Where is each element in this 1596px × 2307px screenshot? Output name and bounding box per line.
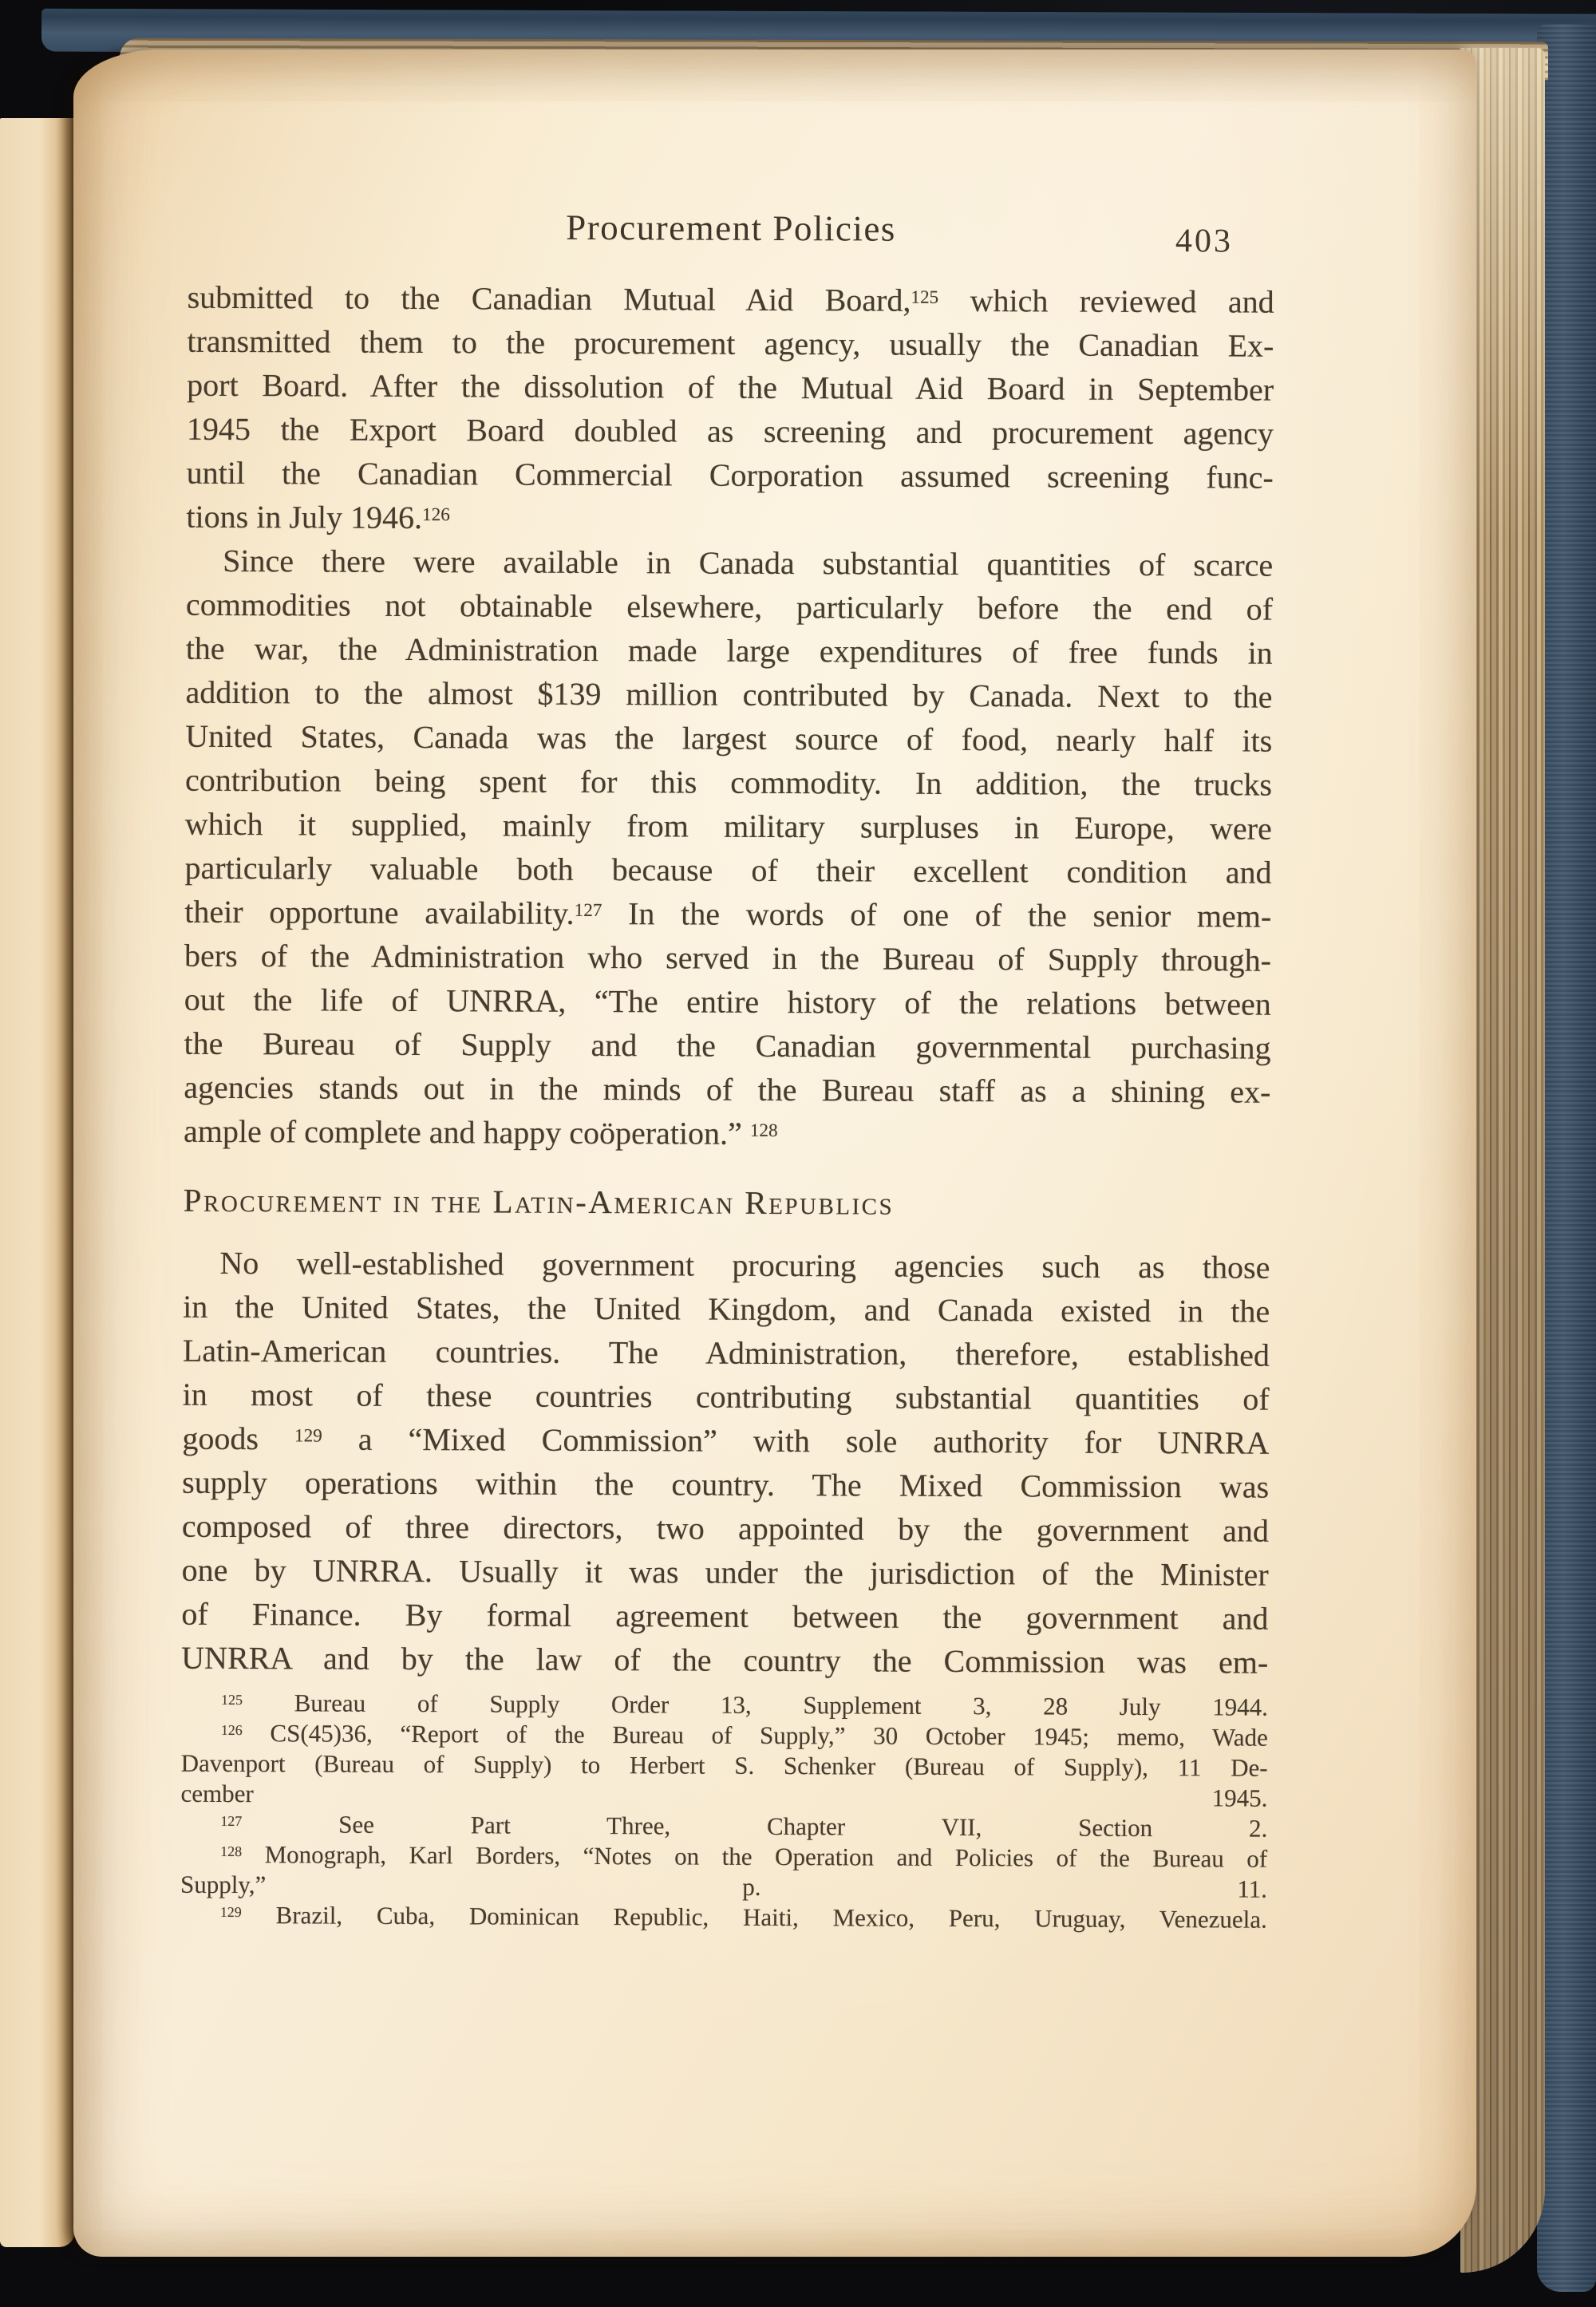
- running-header: Procurement Policies: [566, 207, 896, 249]
- footnote-line: [181, 1688, 1268, 1723]
- footnote-reference-125: 125: [911, 286, 939, 308]
- book-cover-right-board: [1537, 24, 1596, 2292]
- text-line: 1945 the Export Board doubled as screening and procurement agency: [186, 410, 1274, 452]
- text-line: [184, 890, 1271, 938]
- footnote-line: cember 1945.: [180, 1779, 1268, 1812]
- text-segment: their opportune availability.: [184, 893, 575, 931]
- footnote-number-129: 129: [219, 1903, 242, 1921]
- text-line: contribution being spent for this commodity. In addition, the trucks: [184, 761, 1273, 803]
- text-line: the war, the Administration made large expenditures of free funds in: [185, 630, 1273, 671]
- footnote-number-125: 125: [220, 1691, 243, 1709]
- text-segment: Brazil, Cuba, Dominican Republic, Haiti, Mexico, Peru, Uruguay, Venezuela.: [241, 1901, 1267, 1934]
- text-segment: See Part Three, Chapter VII, Section 2.: [242, 1810, 1268, 1843]
- text-line: [188, 275, 1274, 324]
- text-line: United States, Canada was the largest source of food, nearly half its: [185, 717, 1273, 759]
- text-segment: tions in July 1946.: [186, 498, 423, 536]
- text-segment: Bureau of Supply Order 13, Supplement 3, 28 July 1944.: [242, 1689, 1269, 1721]
- footnote-number-127: 127: [220, 1812, 243, 1830]
- text-segment: submitted to the Canadian Mutual Aid Board,: [187, 278, 911, 318]
- text-line: [184, 1109, 1270, 1158]
- text-line: transmitted them to the procurement agency, usually the Canadian Ex-: [187, 322, 1274, 364]
- text-line: [182, 1416, 1269, 1465]
- text-line: of Finance. By formal agreement between the government and: [181, 1595, 1269, 1637]
- body-text-block-1: [184, 275, 1274, 1158]
- text-line: UNRRA and by the law of the country the Commission was em-: [181, 1639, 1269, 1681]
- text-segment: In the words of one of the senior mem-: [602, 895, 1272, 934]
- text-line: commodities not obtainable elsewhere, particularly before the end of: [185, 586, 1274, 627]
- text-segment: goods: [182, 1420, 295, 1457]
- text-line: agencies stands out in the minds of the Bureau staff as a shining ex-: [184, 1069, 1271, 1110]
- footnotes: [180, 1688, 1268, 1935]
- text-line: addition to the almost $139 million contributed by Canada. Next to the: [185, 674, 1273, 715]
- footnote-line: [180, 1809, 1267, 1844]
- text-line: the Bureau of Supply and the Canadian governmental purchasing: [184, 1025, 1271, 1066]
- page-number: 403: [1175, 223, 1234, 260]
- footnote-number-128: 128: [220, 1843, 243, 1860]
- text-line: composed of three directors, two appointed by the government and: [181, 1507, 1270, 1549]
- footnote-line: [180, 1900, 1267, 1935]
- page-text-layer: [69, 46, 1481, 2260]
- text-line: No well-established government procuring agencies such as those: [219, 1244, 1270, 1286]
- text-segment: Monograph, Karl Borders, “Notes on the Operation and Policies of the Bureau of: [242, 1840, 1268, 1873]
- text-line: port Board. After the dissolution of the Mutual Aid Board in September: [187, 366, 1274, 408]
- text-line: particularly valuable both because of their excellent condition and: [184, 849, 1272, 891]
- text-line: [186, 495, 1273, 543]
- text-segment: which reviewed and: [938, 282, 1274, 320]
- footnote-line: [181, 1718, 1268, 1753]
- left-page-edge: [0, 118, 75, 2247]
- book-page: [73, 49, 1476, 2257]
- text-line: which it supplied, mainly from military surpluses in Europe, were: [184, 805, 1272, 847]
- text-line: out the life of UNRRA, “The entire history of the relations between: [184, 981, 1271, 1022]
- text-segment: ample of complete and happy coöperation.”: [184, 1112, 750, 1152]
- section-heading: Procurement in the Latin-American Republics: [183, 1181, 895, 1222]
- text-line: until the Canadian Commercial Corporation assumed screening func-: [186, 454, 1274, 496]
- text-line: Since there were available in Canada substantial quantities of scarce: [223, 542, 1274, 583]
- footnote-number-126: 126: [220, 1721, 243, 1739]
- text-segment: CS(45)36, “Report of the Bureau of Supply,” 30 October 1945; memo, Wade: [242, 1719, 1268, 1752]
- text-segment: a “Mixed Commission” with sole authority for UNRRA: [322, 1420, 1270, 1461]
- body-text-block-2: [181, 1241, 1270, 1685]
- footnote-reference-126: 126: [422, 504, 450, 525]
- text-line: Latin-American countries. The Administration, therefore, established: [182, 1332, 1270, 1373]
- footnote-line: [180, 1839, 1267, 1874]
- footnote-reference-128: 128: [749, 1120, 778, 1141]
- text-line: one by UNRRA. Usually it was under the jurisdiction of the Minister: [181, 1551, 1269, 1593]
- text-line: supply operations within the country. The Mixed Commission was: [182, 1464, 1270, 1505]
- footnote-reference-129: 129: [294, 1424, 322, 1447]
- footnote-line: Davenport (Bureau of Supply) to Herbert S. Schenker (Bureau of Supply), 11 De-: [180, 1748, 1268, 1782]
- text-line: in the United States, the United Kingdom, and Canada existed in the: [183, 1288, 1270, 1329]
- text-line: bers of the Administration who served in the Bureau of Supply through-: [184, 937, 1272, 978]
- footnote-line: Supply,” p. 11.: [180, 1870, 1268, 1903]
- footnote-reference-127: 127: [574, 899, 602, 921]
- text-line: in most of these countries contributing substantial quantities of: [182, 1376, 1270, 1417]
